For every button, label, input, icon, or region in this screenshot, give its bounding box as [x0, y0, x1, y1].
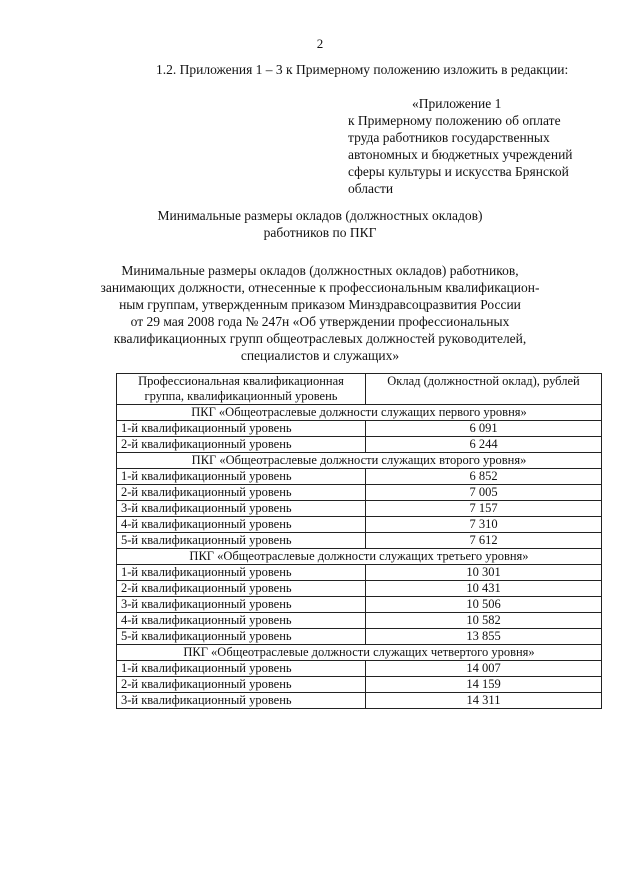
- group-title: ПКГ «Общеотраслевые должности служащих четвертого уровня»: [117, 645, 602, 661]
- level-cell: 2-й квалификационный уровень: [117, 437, 366, 453]
- salary-cell: 6 852: [366, 469, 602, 485]
- salary-table: [116, 373, 602, 709]
- salary-cell: 6 091: [366, 421, 602, 437]
- level-cell: 1-й квалификационный уровень: [117, 565, 366, 581]
- table-row: [117, 677, 602, 693]
- table-row: [117, 629, 602, 645]
- salary-cell: 10 431: [366, 581, 602, 597]
- page-number: 2: [316, 36, 324, 51]
- level-cell: 2-й квалификационный уровень: [117, 581, 366, 597]
- salary-cell: 10 582: [366, 613, 602, 629]
- group-row: [117, 405, 602, 421]
- table-row: [117, 469, 602, 485]
- subtitle-line: Минимальные размеры окладов (должностных окладов) работников,: [121, 263, 519, 278]
- document-subtitle: [0, 262, 640, 364]
- appendix-header-line: сферы культуры и искусства Брянской: [348, 164, 569, 179]
- level-cell: 2-й квалификационный уровень: [117, 677, 366, 693]
- level-cell: 3-й квалификационный уровень: [117, 597, 366, 613]
- table-row: [117, 485, 602, 501]
- table-row: [117, 421, 602, 437]
- level-cell: 1-й квалификационный уровень: [117, 421, 366, 437]
- table-row: [117, 565, 602, 581]
- group-row: [117, 549, 602, 565]
- appendix-header-line: автономных и бюджетных учреждений: [348, 147, 573, 162]
- table-header-row: [117, 374, 602, 405]
- salary-cell: 14 311: [366, 693, 602, 709]
- group-row: [117, 645, 602, 661]
- level-cell: 3-й квалификационный уровень: [117, 693, 366, 709]
- table-row: [117, 613, 602, 629]
- title-line: Минимальные размеры окладов (должностных окладов): [157, 208, 483, 223]
- table-row: [117, 437, 602, 453]
- level-cell: 5-й квалификационный уровень: [117, 629, 366, 645]
- column-header-group: Профессиональная квалификационная группа, квалификационный уровень: [117, 374, 366, 405]
- level-cell: 2-й квалификационный уровень: [117, 485, 366, 501]
- table-row: [117, 501, 602, 517]
- salary-cell: 14 007: [366, 661, 602, 677]
- table-row: [117, 597, 602, 613]
- appendix-header-line: области: [348, 181, 394, 196]
- level-cell: 1-й квалификационный уровень: [117, 469, 366, 485]
- subtitle-line: занимающих должности, отнесенные к профессиональным квалификацион-: [100, 280, 540, 295]
- group-title: ПКГ «Общеотраслевые должности служащих второго уровня»: [117, 453, 602, 469]
- salary-cell: 7 612: [366, 533, 602, 549]
- subtitle-line: специалистов и служащих»: [240, 348, 400, 363]
- document-title: [0, 207, 640, 241]
- column-header-salary: Оклад (должностной оклад), рублей: [366, 374, 602, 405]
- intro-paragraph: 1.2. Приложения 1 – 3 к Примерному положению изложить в редакции:: [156, 62, 569, 77]
- table-row: [117, 517, 602, 533]
- group-title: ПКГ «Общеотраслевые должности служащих третьего уровня»: [117, 549, 602, 565]
- appendix-header-line: труда работников государственных: [348, 130, 550, 145]
- level-cell: 3-й квалификационный уровень: [117, 501, 366, 517]
- table-row: [117, 581, 602, 597]
- appendix-header-line: «Приложение 1: [412, 96, 502, 111]
- salary-cell: 10 301: [366, 565, 602, 581]
- salary-cell: 7 157: [366, 501, 602, 517]
- level-cell: 4-й квалификационный уровень: [117, 517, 366, 533]
- subtitle-line: от 29 мая 2008 года № 247н «Об утверждении профессиональных: [130, 314, 510, 329]
- appendix-header: [348, 95, 608, 197]
- salary-cell: 7 005: [366, 485, 602, 501]
- salary-cell: 6 244: [366, 437, 602, 453]
- title-line: работников по ПКГ: [263, 225, 377, 240]
- salary-cell: 14 159: [366, 677, 602, 693]
- salary-cell: 10 506: [366, 597, 602, 613]
- table-row: [117, 533, 602, 549]
- appendix-header-line: к Примерному положению об оплате: [348, 113, 561, 128]
- salary-cell: 13 855: [366, 629, 602, 645]
- subtitle-line: ным группам, утвержденным приказом Минздравсоцразвития России: [119, 297, 521, 312]
- level-cell: 1-й квалификационный уровень: [117, 661, 366, 677]
- subtitle-line: квалификационных групп общеотраслевых должностей руководителей,: [113, 331, 527, 346]
- group-row: [117, 453, 602, 469]
- salary-cell: 7 310: [366, 517, 602, 533]
- group-title: ПКГ «Общеотраслевые должности служащих первого уровня»: [117, 405, 602, 421]
- table-row: [117, 661, 602, 677]
- table-row: [117, 693, 602, 709]
- level-cell: 4-й квалификационный уровень: [117, 613, 366, 629]
- level-cell: 5-й квалификационный уровень: [117, 533, 366, 549]
